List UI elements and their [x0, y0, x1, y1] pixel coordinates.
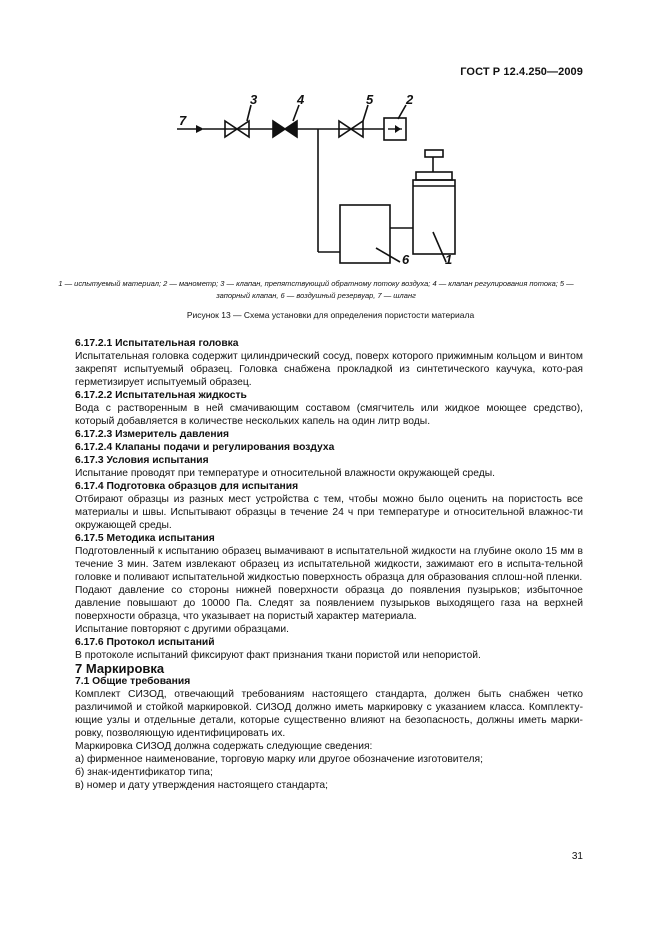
- paragraph-6-17-6: В протоколе испытаний фиксируют факт признания ткани пористой или непористой.: [75, 650, 481, 661]
- label-4: 4: [297, 92, 305, 107]
- schematic-figure: [0, 0, 661, 280]
- paragraph-6-17-4: Отбирают образцы из разных мест устройства с тем, чтобы можно было оценить на пористость все материалы и швы. Испытывают образцы в течение 24 ч при температуре и относительной влажнос-ти окружающей среды.: [75, 494, 583, 531]
- list-item-c: в) номер и дату утверждения настоящего стандарта;: [75, 780, 328, 791]
- figure-caption: Рисунок 13 — Схема установки для определения пористости материала: [186, 310, 475, 320]
- heading-6-17-6: 6.17.6 Протокол испытаний: [75, 637, 215, 648]
- paragraph-6-17-2-2: Вода с растворенным в ней смачивающим составом (смягчитель или жидкое моющее средство), который добавляется в количестве нескольких капель на один литр воды.: [75, 403, 583, 427]
- heading-7-1: 7.1 Общие требования: [75, 676, 191, 687]
- heading-6-17-2-1: 6.17.2.1 Испытательная головка: [75, 338, 239, 349]
- heading-6-17-5: 6.17.5 Методика испытания: [75, 533, 215, 544]
- test-head-body: [413, 180, 455, 254]
- label-7: 7: [179, 113, 187, 128]
- label-1: 1: [445, 252, 453, 267]
- heading-6-17-3: 6.17.3 Условия испытания: [75, 455, 209, 466]
- document-body: [75, 337, 583, 792]
- paragraph-6-17-5-a: Подготовленный к испытанию образец вымачивают в испытательной жидкости на глубине около 15 мм в течение 3 мин. Затем извлекают образец из испытательной жидкости, зажимают его в испыта-тельной головке и поливают испытательной жидкостью поверхность образца для образования сплош-ной пленки.: [75, 546, 583, 583]
- label-5: 5: [366, 92, 374, 107]
- paragraph-7-1-b: Маркировка СИЗОД должна содержать следующие сведения:: [75, 741, 373, 752]
- section-7-title: 7 Маркировка: [75, 661, 165, 676]
- paragraph-6-17-2-1: Испытательная головка содержит цилиндрический сосуд, поверх которого прижимным кольцом и винтом закрепят испытуемый образец. Головка снабжена прокладкой из синтетического каучука, кото-рая герметизирует испытуемый образец.: [75, 351, 583, 388]
- heading-6-17-4: 6.17.4 Подготовка образцов для испытания: [75, 481, 299, 492]
- reservoir-box: [340, 205, 390, 263]
- standard-header: ГОСТ Р 12.4.250—2009: [460, 66, 583, 78]
- paragraph-6-17-3: Испытание проводят при температуре и относительной влажности окружающей среды.: [75, 468, 496, 479]
- label-6: 6: [402, 252, 410, 267]
- label-3: 3: [250, 92, 258, 107]
- heading-6-17-2-4: 6.17.2.4 Клапаны подачи и регулирования воздуха: [75, 442, 335, 453]
- list-item-b: б) знак-идентификатор типа;: [75, 767, 213, 778]
- page-number: 31: [571, 851, 583, 862]
- paragraph-6-17-5-b: Подают давление со стороны нижней поверхности образца до появления пузырьков; избыточное давление повышают до 10000 Па. Следят за появлением пузырьков выходящего газа на верхней поверхности образца, что указывает на пористый характер материала.: [75, 585, 583, 622]
- list-item-a: а) фирменное наименование, торговую марку или другое обозначение изготовителя;: [75, 754, 483, 765]
- paragraph-7-1-a: Комплект СИЗОД, отвечающий требованиям настоящего стандарта, должен быть снабжен четко различимой и стойкой маркировкой. СИЗОД должно иметь маркировку с указанием класса. Комплекту-ющие узлы и отдельные детали, которые существенно влияют на безопасность, должны иметь марки-ровку, позволяющую идентифицировать их.: [75, 689, 583, 739]
- label-2: 2: [406, 92, 414, 107]
- figure-legend: 1 — испытуемый материал; 2 — манометр; 3 — клапан, препятствующий обратному потоку воздуха; 4 — клапан регулирования потока; 5 — запорный клапан, 6 — воздушный резервуар, 7 — шланг: [58, 279, 574, 300]
- valve-4-right: [285, 121, 297, 137]
- heading-6-17-2-3: 6.17.2.3 Измеритель давления: [75, 429, 229, 440]
- paragraph-6-17-5-c: Испытание повторяют с другими образцами.: [75, 624, 289, 635]
- heading-6-17-2-2: 6.17.2.2 Испытательная жидкость: [75, 390, 247, 401]
- valve-4-left: [273, 121, 285, 137]
